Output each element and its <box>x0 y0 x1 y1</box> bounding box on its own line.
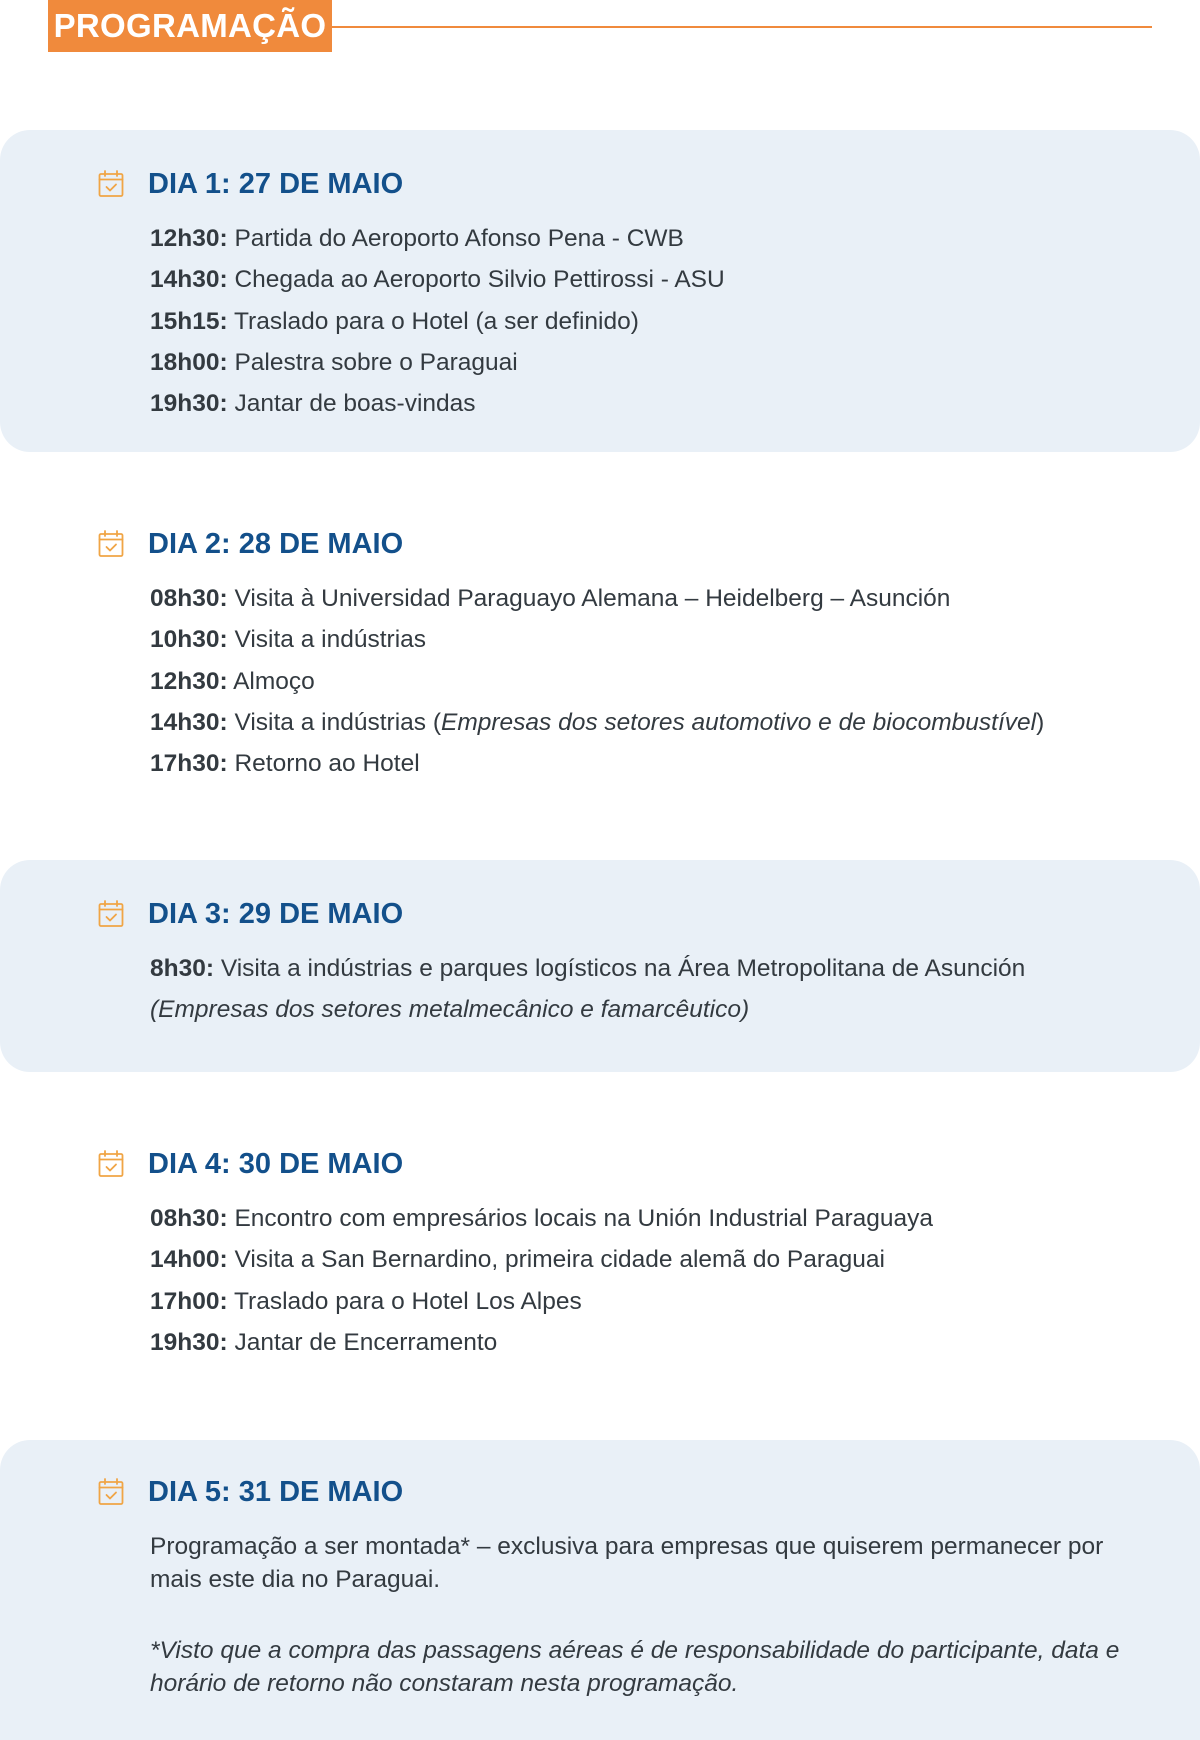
schedule-text: Visita a indústrias ( <box>227 708 441 736</box>
schedule-item <box>150 1198 933 1239</box>
schedule-time: 12h30: <box>150 667 228 695</box>
section-header <box>48 0 1152 52</box>
schedule-item <box>150 259 725 300</box>
calendar-check-icon <box>98 170 124 198</box>
schedule-time: 19h30: <box>150 390 228 418</box>
schedule-text: Jantar de boas-vindas <box>227 390 476 418</box>
section-title: PROGRAMAÇÃO <box>48 0 332 52</box>
schedule-text: Visita à Universidad Paraguayo Alemana – Heidelberg – Asunción <box>227 585 951 612</box>
day-description: Programação a ser montada* – exclusiva para empresas que quiserem permanecer por mais este dia no Paraguai. <box>150 1533 1104 1593</box>
schedule-item <box>150 383 725 424</box>
schedule-item <box>150 578 1044 619</box>
schedule-text: Partida do Aeroporto Afonso Pena - CWB <box>227 225 684 252</box>
schedule-text: Traslado para o Hotel Los Alpes <box>227 1287 582 1315</box>
schedule-text: Visita a indústrias e parques logísticos na Área Metropolitana de Asunción <box>214 955 1026 982</box>
schedule-item <box>150 989 1025 1030</box>
day-title: DIA 4: 30 DE MAIO <box>148 1148 404 1180</box>
schedule-text-end: ) <box>1036 708 1045 736</box>
day-title: DIA 5: 31 DE MAIO <box>148 1476 404 1508</box>
schedule-time: 15h15: <box>150 307 228 335</box>
schedule-item <box>150 702 1044 743</box>
schedule-text: Chegada ao Aeroporto Silvio Pettirossi - ASU <box>227 266 725 294</box>
calendar-check-icon <box>98 1478 124 1506</box>
schedule-item <box>150 1281 933 1322</box>
day-title: DIA 1: 27 DE MAIO <box>148 168 404 200</box>
day-card-4 <box>0 1110 1200 1400</box>
calendar-check-icon <box>98 900 124 928</box>
calendar-check-icon <box>98 1150 124 1178</box>
day-card-3 <box>0 860 1200 1072</box>
schedule-time: 8h30: <box>150 955 215 982</box>
schedule-time: 14h30: <box>150 266 228 294</box>
day-title: DIA 2: 28 DE MAIO <box>148 528 404 560</box>
day-card-1 <box>0 130 1200 452</box>
schedule-item <box>150 1239 933 1280</box>
schedule-text: Visita a indústrias <box>227 626 427 654</box>
schedule-detail: (Empresas dos setores metalmecânico e famarcêutico) <box>150 996 750 1024</box>
schedule-list <box>150 948 1025 1031</box>
schedule-item <box>150 1322 933 1363</box>
schedule-time: 18h00: <box>150 348 228 376</box>
schedule-time: 19h30: <box>150 1328 228 1356</box>
schedule-list <box>150 218 725 424</box>
schedule-list <box>150 1198 933 1363</box>
schedule-time: 10h30: <box>150 626 228 654</box>
schedule-text: Retorno ao Hotel <box>227 750 420 778</box>
day-card-5 <box>0 1440 1200 1740</box>
schedule-item <box>150 661 1044 702</box>
schedule-item <box>150 301 725 342</box>
schedule-item <box>150 342 725 383</box>
schedule-text: Palestra sobre o Paraguai <box>227 348 518 376</box>
schedule-item <box>150 743 1044 784</box>
schedule-time: 08h30: <box>150 1205 228 1232</box>
schedule-time: 17h00: <box>150 1287 228 1315</box>
schedule-time: 14h00: <box>150 1246 228 1274</box>
schedule-item <box>150 619 1044 660</box>
schedule-item <box>150 218 725 259</box>
schedule-detail: Empresas dos setores automotivo e de biocombustível <box>440 708 1037 736</box>
schedule-item <box>150 948 1025 989</box>
footnote: *Visto que a compra das passagens aéreas é de responsabilidade do participante, data e horário de retorno não constaram nesta programação. <box>150 1637 1120 1697</box>
schedule-list <box>150 578 1044 784</box>
schedule-text: Encontro com empresários locais na Unión Industrial Paraguaya <box>227 1205 934 1232</box>
schedule-time: 14h30: <box>150 708 228 736</box>
schedule-text: Almoço <box>227 667 315 695</box>
header-divider <box>332 26 1152 28</box>
schedule-text: Jantar de Encerramento <box>227 1328 498 1356</box>
schedule-text: Traslado para o Hotel (a ser definido) <box>227 307 639 335</box>
day-card-2 <box>0 490 1200 820</box>
schedule-time: 17h30: <box>150 750 228 778</box>
schedule-text: Visita a San Bernardino, primeira cidade alemã do Paraguai <box>227 1246 885 1274</box>
day-title: DIA 3: 29 DE MAIO <box>148 898 404 930</box>
calendar-check-icon <box>98 530 124 558</box>
schedule-time: 12h30: <box>150 225 228 252</box>
schedule-time: 08h30: <box>150 585 228 612</box>
